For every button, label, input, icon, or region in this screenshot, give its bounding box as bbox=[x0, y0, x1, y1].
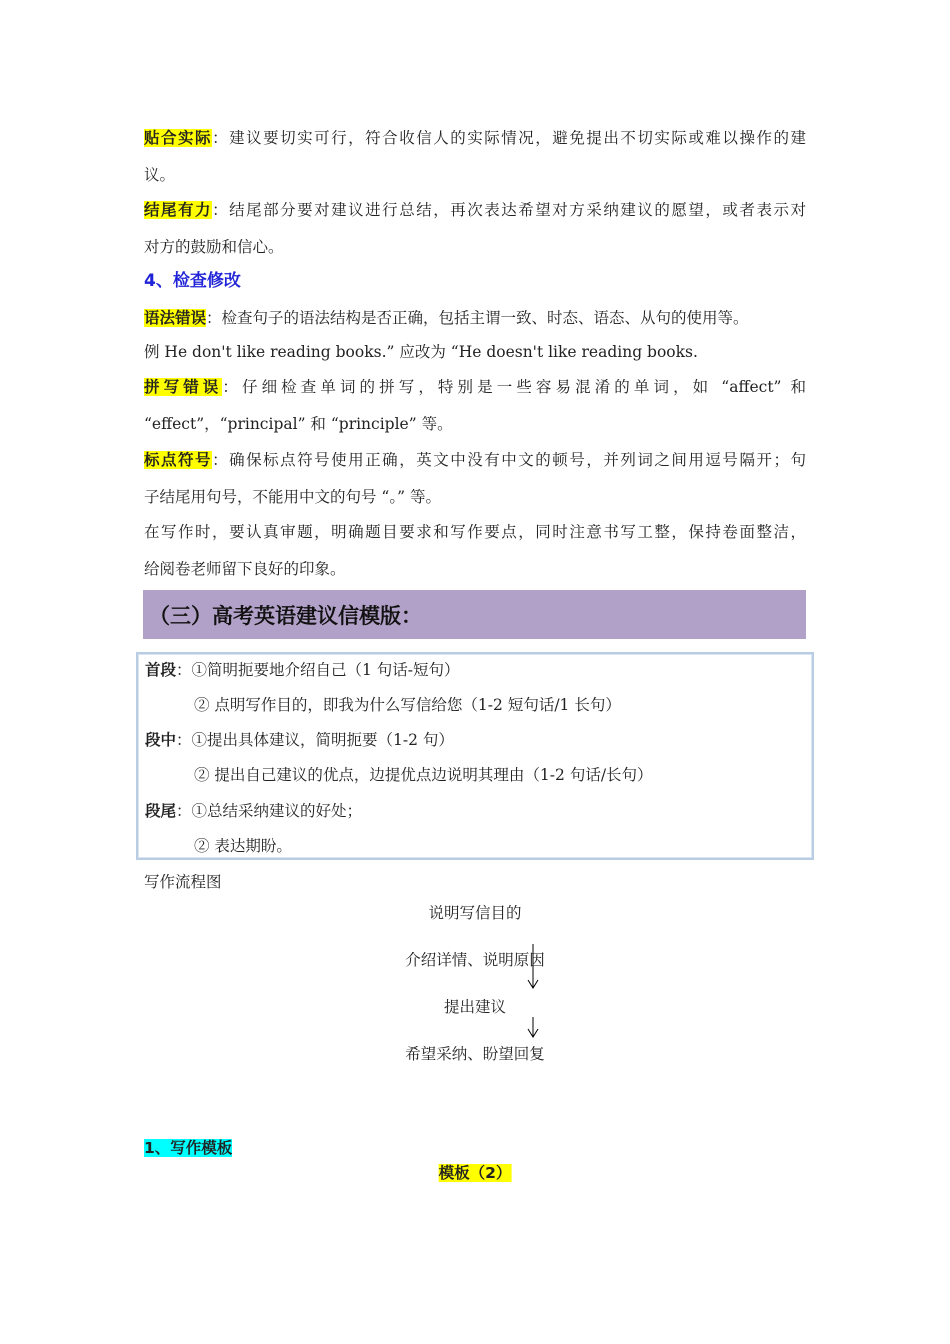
paragraph-advice-line1: 在写作时，要认真审题，明确题目要求和写作要点，同时注意书写工整，保持卷面整洁， bbox=[144, 523, 806, 541]
middle-label: 段中 bbox=[145, 731, 177, 749]
paragraph-grammar bbox=[144, 307, 749, 329]
highlight-label: 语法错误 bbox=[144, 309, 207, 327]
paragraph-punctuation-line1 bbox=[144, 449, 806, 471]
writing-template-label bbox=[144, 1137, 232, 1159]
first-paragraph-line2: ② 点明写作目的，即我为什么写信给您（1-2 短句话/1 长句） bbox=[194, 696, 621, 714]
paragraph-advice-line2: 给阅卷老师留下良好的印象。 bbox=[144, 560, 346, 578]
section-heading: 4、检查修改 bbox=[144, 271, 241, 291]
highlight-label: 标点符号 bbox=[144, 451, 213, 469]
paragraph-text: ：确保标点符号使用正确，英文中没有中文的顿号，并列词之间用逗号隔开；句 bbox=[212, 451, 806, 469]
end-paragraph-line1 bbox=[145, 800, 362, 822]
down-arrow-icon bbox=[527, 944, 539, 990]
yellow-highlight-label: 模板（2） bbox=[438, 1164, 512, 1182]
cyan-highlight-label: 1、写作模板 bbox=[144, 1139, 233, 1157]
paragraph-spelling-line1 bbox=[144, 376, 806, 398]
grammar-example: 例 He don't like reading books.” 应改为 “He doesn't like reading books. bbox=[144, 343, 698, 361]
end-paragraph-line2: ② 表达期盼。 bbox=[194, 837, 292, 855]
down-arrow-icon bbox=[527, 1017, 539, 1039]
flow-step-3: 提出建议 bbox=[443, 998, 507, 1016]
paragraph-punctuation-line2: 子结尾用句号，不能用中文的句号 “。” 等。 bbox=[144, 488, 441, 506]
highlight-label: 结尾有力 bbox=[144, 201, 213, 219]
paragraph-practical-line2: 议。 bbox=[144, 166, 176, 184]
end-text-1: ：①总结采纳建议的好处； bbox=[176, 802, 363, 820]
flow-step-4: 希望采纳、盼望回复 bbox=[405, 1045, 545, 1063]
flow-step-2: 介绍详情、说明原因 bbox=[405, 951, 545, 969]
first-label: 首段 bbox=[145, 661, 177, 679]
paragraph-text: ：结尾部分要对建议进行总结，再次表达希望对方采纳建议的愿望，或者表示对 bbox=[212, 201, 806, 219]
template-subtitle bbox=[439, 1162, 512, 1184]
flow-step-1: 说明写信目的 bbox=[428, 904, 522, 922]
paragraph-text: ：检查句子的语法结构是否正确，包括主谓一致、时态、语态、从句的使用等。 bbox=[206, 309, 749, 327]
paragraph-ending-line1 bbox=[144, 199, 806, 221]
paragraph-practical-line1 bbox=[144, 127, 806, 149]
paragraph-text: ：仔细检查单词的拼写，特别是一些容易混淆的单词，如 “affect” 和 bbox=[222, 378, 806, 396]
flowchart-heading: 写作流程图 bbox=[144, 873, 222, 891]
first-text-1: ：①简明扼要地介绍自己（1 句话-短句） bbox=[176, 661, 460, 679]
paragraph-ending-line2: 对方的鼓励和信心。 bbox=[144, 238, 284, 256]
first-paragraph-line1 bbox=[145, 659, 460, 681]
section-banner bbox=[143, 590, 806, 639]
middle-paragraph-line2: ② 提出自己建议的优点，边提优点边说明其理由（1-2 句话/长句） bbox=[194, 766, 653, 784]
paragraph-spelling-line2: “effect”，“principal” 和 “principle” 等。 bbox=[144, 415, 453, 433]
paragraph-text: ：建议要切实可行，符合收信人的实际情况，避免提出不切实际或难以操作的建 bbox=[212, 129, 806, 147]
template-box bbox=[136, 652, 814, 860]
highlight-label: 贴合实际 bbox=[144, 129, 213, 147]
highlight-label: 拼写错误 bbox=[144, 378, 223, 396]
banner-title: （三）高考英语建议信模版： bbox=[149, 603, 422, 628]
end-label: 段尾 bbox=[145, 802, 177, 820]
middle-text-1: ：①提出具体建议，简明扼要（1-2 句） bbox=[176, 731, 454, 749]
middle-paragraph-line1 bbox=[145, 729, 454, 751]
